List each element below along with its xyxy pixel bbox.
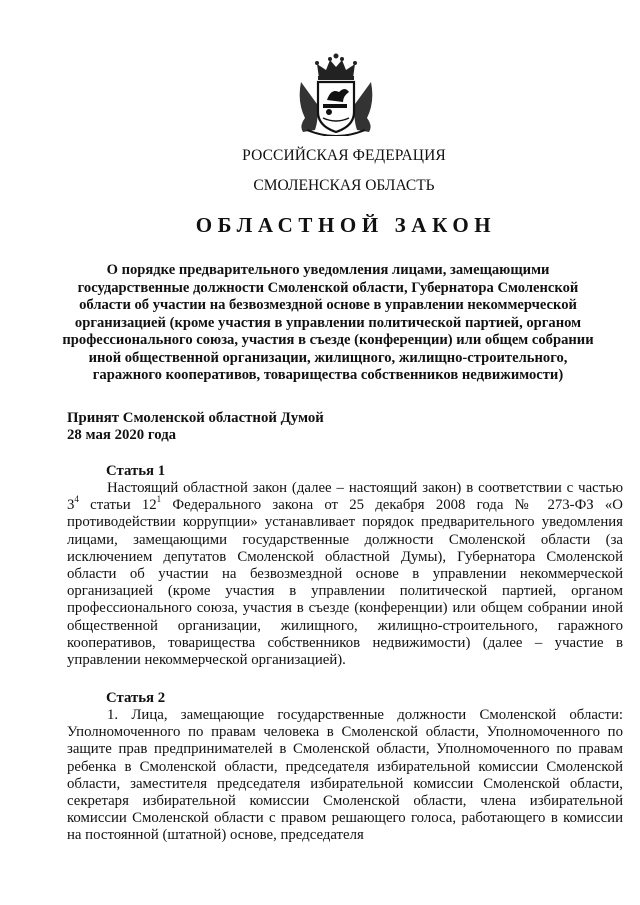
article-2-text: 1. Лица, замещающие государственные должности Смоленской области: Уполномоченного по правам человека в Смоленской области, Уполномоченного по защите прав предпринимателей в Смоленской области, Уполномоченного по правам ребенка в Смоленской области, председателя избирательной комиссии Смоленской области, заместителя председателя избирательной комиссии Смоленской области, секретаря избирательной комиссии Смоленской области, члена избирательной комиссии Смоленской области с правом решающего голоса, работающего в комиссии на постоянной (штатной) основе, председателя <box>67 707 623 844</box>
region-name: СМОЛЕНСКАЯ ОБЛАСТЬ <box>253 177 435 194</box>
article-1-superscript-b: 1 <box>156 494 162 505</box>
adoption-block <box>67 410 324 444</box>
article-1-text-part-a: Настоящий областной закон (далее – настоящий закон) в соответствии с частью 3 <box>67 480 623 514</box>
country-name: РОССИЙСКАЯ ФЕДЕРАЦИЯ <box>242 147 446 164</box>
article-1-text-part-b: статьи 12 <box>78 497 157 514</box>
law-title: О порядке предварительного уведомления лицами, замещающими государственные должности Смоленской области, Губернатора Смоленской области об участии на безвозмездной основе в управлении некоммерческой организацией (кроме участия в управлении политической партией, органом профессионального союза, участия в съезде (конференции) или общем собрании иной общественной организации, жилищного, жилищно-строительного, гаражного кооперативов, товарищества собственников недвижимости) <box>62 262 594 383</box>
adoption-body: Принят Смоленской областной Думой <box>67 410 324 426</box>
coat-of-arms-icon <box>293 52 379 136</box>
article-1-superscript-a: 4 <box>74 494 79 505</box>
article-1-heading: Статья 1 <box>106 463 166 479</box>
article-1-text-part-c: Федерального закона от 25 декабря 2008 года № 273-ФЗ «О противодействии коррупции» устанавливает порядок предварительного уведомления лицами, замещающими государственные должности Смоленской области (за исключением депутатов Смоленской областной Думы), Губернатора Смоленской области об участии на безвозмездной основе в управлении некоммерческой организацией (кроме участия в управлении политической партией, органом профессионального союза, участия в съезде (конференции) или общем собрании иной общественной организации, жилищного, жилищно-строительного, гаражного кооперативов, товарищества собственников недвижимости) (далее – участие в управлении некоммерческой организацией). <box>67 497 623 669</box>
article-2-heading: Статья 2 <box>106 690 166 706</box>
article-1-text <box>67 480 623 669</box>
adoption-date: 28 мая 2020 года <box>67 427 177 443</box>
document-type-heading: ОБЛАСТНОЙ ЗАКОН <box>195 213 497 237</box>
